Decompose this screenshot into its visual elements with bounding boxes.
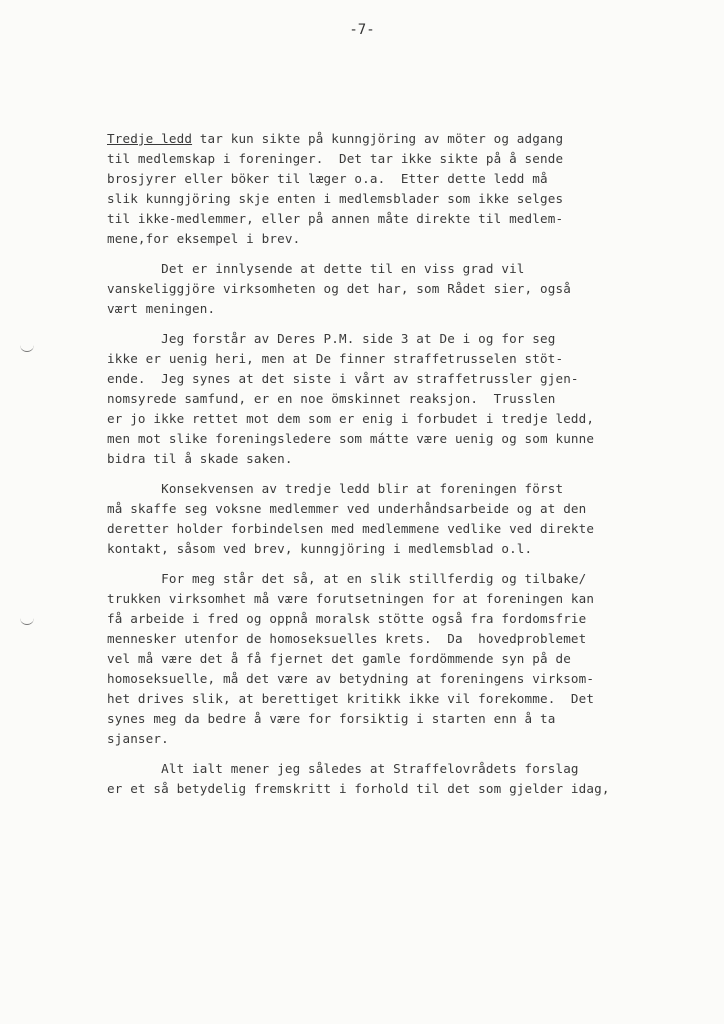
text-line: ikke er uenig heri, men at De finner straffetrusselen stöt- bbox=[107, 351, 564, 366]
text-line: brosjyrer eller böker til læger o.a. Etter dette ledd må bbox=[107, 171, 548, 186]
text-line: er jo ikke rettet mot dem som er enig i forbudet i tredje ledd, bbox=[107, 411, 595, 426]
text-line: sjanser. bbox=[107, 731, 169, 746]
text-line: slik kunngjöring skje enten i medlemsblader som ikke selges bbox=[107, 191, 564, 206]
text-line: homoseksuelle, må det være av betydning at foreningens virksom- bbox=[107, 671, 595, 686]
body-text bbox=[107, 129, 707, 809]
text-line: synes meg da bedre å være for forsiktig i starten enn å ta bbox=[107, 711, 556, 726]
paragraph bbox=[107, 569, 707, 749]
paragraph bbox=[107, 129, 707, 249]
text-line: vanskeliggjöre virksomheten og det har, som Rådet sier, også bbox=[107, 281, 571, 296]
underlined-heading: Tredje ledd bbox=[107, 131, 193, 146]
text-line: vel må være det å få fjernet det gamle fordömmende syn på de bbox=[107, 651, 571, 666]
paragraph bbox=[107, 759, 707, 799]
text-line: få arbeide i fred og oppnå moralsk stötte også fra fordomsfrie bbox=[107, 611, 587, 626]
paragraph bbox=[107, 479, 707, 559]
text-line: bidra til å skade saken. bbox=[107, 451, 293, 466]
text-fragment: tar kun sikte på kunngjöring av möter og adgang bbox=[192, 131, 564, 146]
text-line: Alt ialt mener jeg således at Straffelovrådets forslag bbox=[107, 761, 579, 776]
text-line: trukken virksomhet må være forutsetningen for at foreningen kan bbox=[107, 591, 595, 606]
text-line: nomsyrede samfund, er en noe ömskinnet reaksjon. Trusslen bbox=[107, 391, 556, 406]
paragraph bbox=[107, 329, 707, 469]
text-line: er et så betydelig fremskritt i forhold til det som gjelder idag, bbox=[107, 781, 610, 796]
text-line: til ikke-medlemmer, eller på annen måte direkte til medlem- bbox=[107, 211, 564, 226]
text-line: kontakt, såsom ved brev, kunngjöring i medlemsblad o.l. bbox=[107, 541, 533, 556]
text-line: mene,for eksempel i brev. bbox=[107, 231, 301, 246]
punch-hole-mark bbox=[20, 618, 34, 625]
paragraph bbox=[107, 259, 707, 319]
text-line: het drives slik, at berettiget kritikk ikke vil forekomme. Det bbox=[107, 691, 595, 706]
text-line: vært meningen. bbox=[107, 301, 216, 316]
punch-hole-mark bbox=[20, 345, 34, 352]
text-line: men mot slike foreningsledere som mátte være uenig og som kunne bbox=[107, 431, 595, 446]
page-number: -7- bbox=[349, 22, 375, 38]
text-line: For meg står det så, at en slik stillferdig og tilbake/ bbox=[107, 571, 587, 586]
text-line: må skaffe seg voksne medlemmer ved underhåndsarbeide og at den bbox=[107, 501, 587, 516]
text-line: Jeg forstår av Deres P.M. side 3 at De i og for seg bbox=[107, 331, 556, 346]
text-line: til medlemskap i foreninger. Det tar ikke sikte på å sende bbox=[107, 151, 564, 166]
text-line: mennesker utenfor de homoseksuelles krets. Da hovedproblemet bbox=[107, 631, 587, 646]
text-line: Konsekvensen av tredje ledd blir at foreningen först bbox=[107, 481, 564, 496]
text-line bbox=[107, 129, 707, 149]
text-line: deretter holder forbindelsen med medlemmene vedlike ved direkte bbox=[107, 521, 595, 536]
text-line: Det er innlysende at dette til en viss grad vil bbox=[107, 261, 525, 276]
text-line: ende. Jeg synes at det siste i vårt av straffetrussler gjen- bbox=[107, 371, 579, 386]
